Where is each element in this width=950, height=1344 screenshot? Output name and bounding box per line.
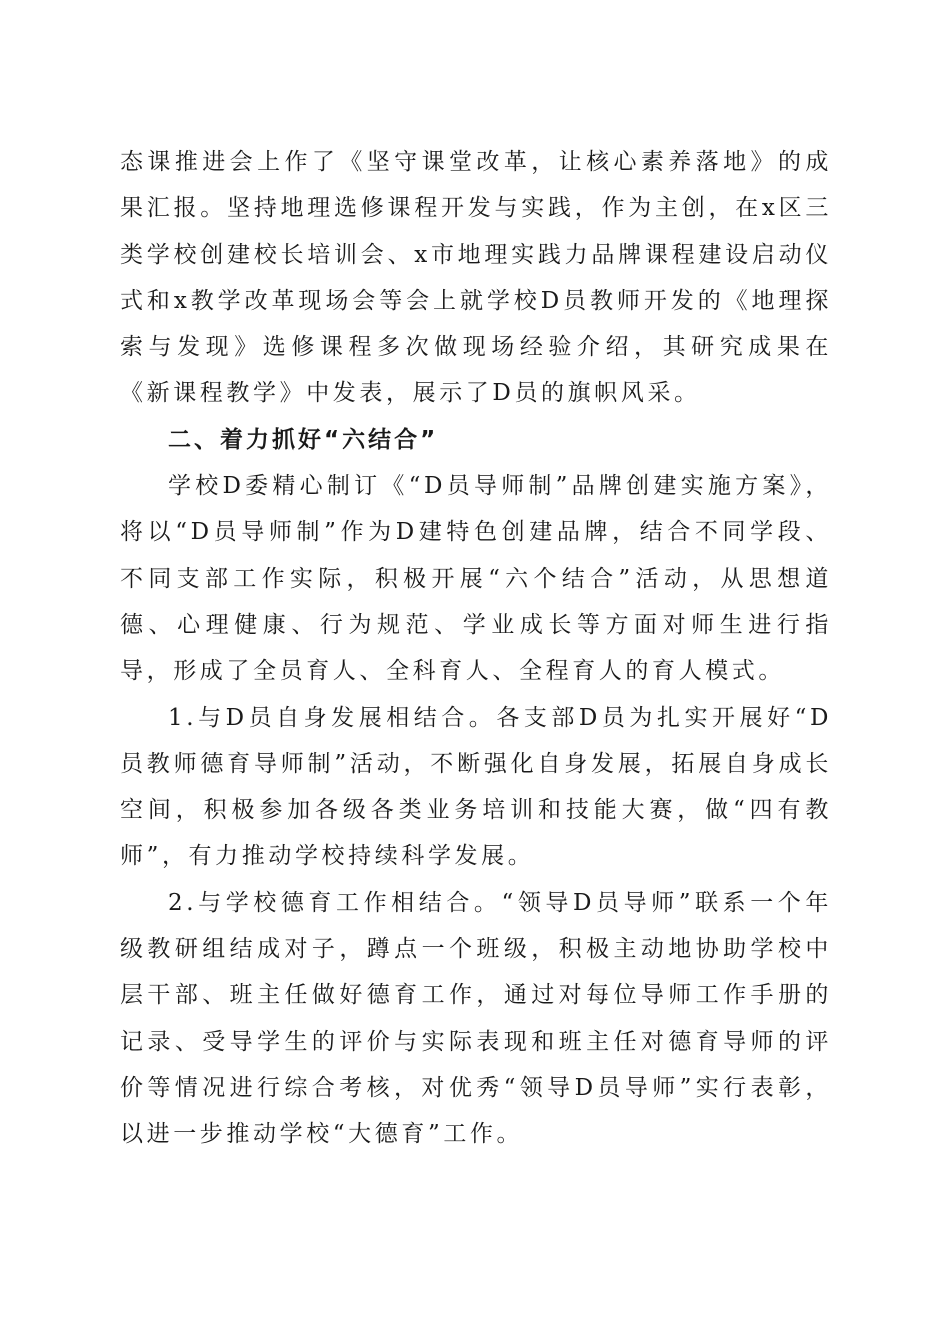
intro-paragraph: 学校D委精心制订《“D员导师制”品牌创建实施方案》，将以“D员导师制”作为D建特色创建品牌，结合不同学段、不同支部工作实际，积极开展“六个结合”活动，从思想道德、心理健康、行为规范、学业成长等方面对师生进行指导，形成了全员育人、全科育人、全程育人的育人模式。	[120, 473, 832, 685]
continued-paragraph: 态课推进会上作了《坚守课堂改革，让核心素养落地》的成果汇报。坚持地理选修课程开发与实践，作为主创，在x区三类学校创建校长培训会、x市地理实践力品牌课程建设启动仪式和x教学改革现场会等会上就学校D员教师开发的《地理探索与发现》选修课程多次做现场经验介绍，其研究成果在《新课程教学》中发表，展示了D员的旗帜风采。	[120, 149, 832, 407]
list-item-2: 2.与学校德育工作相结合。“领导D员导师”联系一个年级教研组结成对子，蹲点一个班级，积极主动地协助学校中层干部、班主任做好德育工作，通过对每位导师工作手册的记录、受导学生的评价与实际表现和班主任对德育导师的评价等情况进行综合考核，对优秀“领导D员导师”实行表彰，以进一步推动学校“大德育”工作。	[120, 889, 832, 1148]
list-item-1: 1.与D员自身发展相结合。各支部D员为扎实开展好“D员教师德育导师制”活动，不断强化自身发展，拓展自身成长空间，积极参加各级各类业务培训和技能大赛，做“四有教师”，有力推动学校持续科学发展。	[120, 704, 832, 870]
document-body	[120, 139, 832, 1158]
section-heading: 二、着力抓好“六结合”	[168, 426, 439, 453]
